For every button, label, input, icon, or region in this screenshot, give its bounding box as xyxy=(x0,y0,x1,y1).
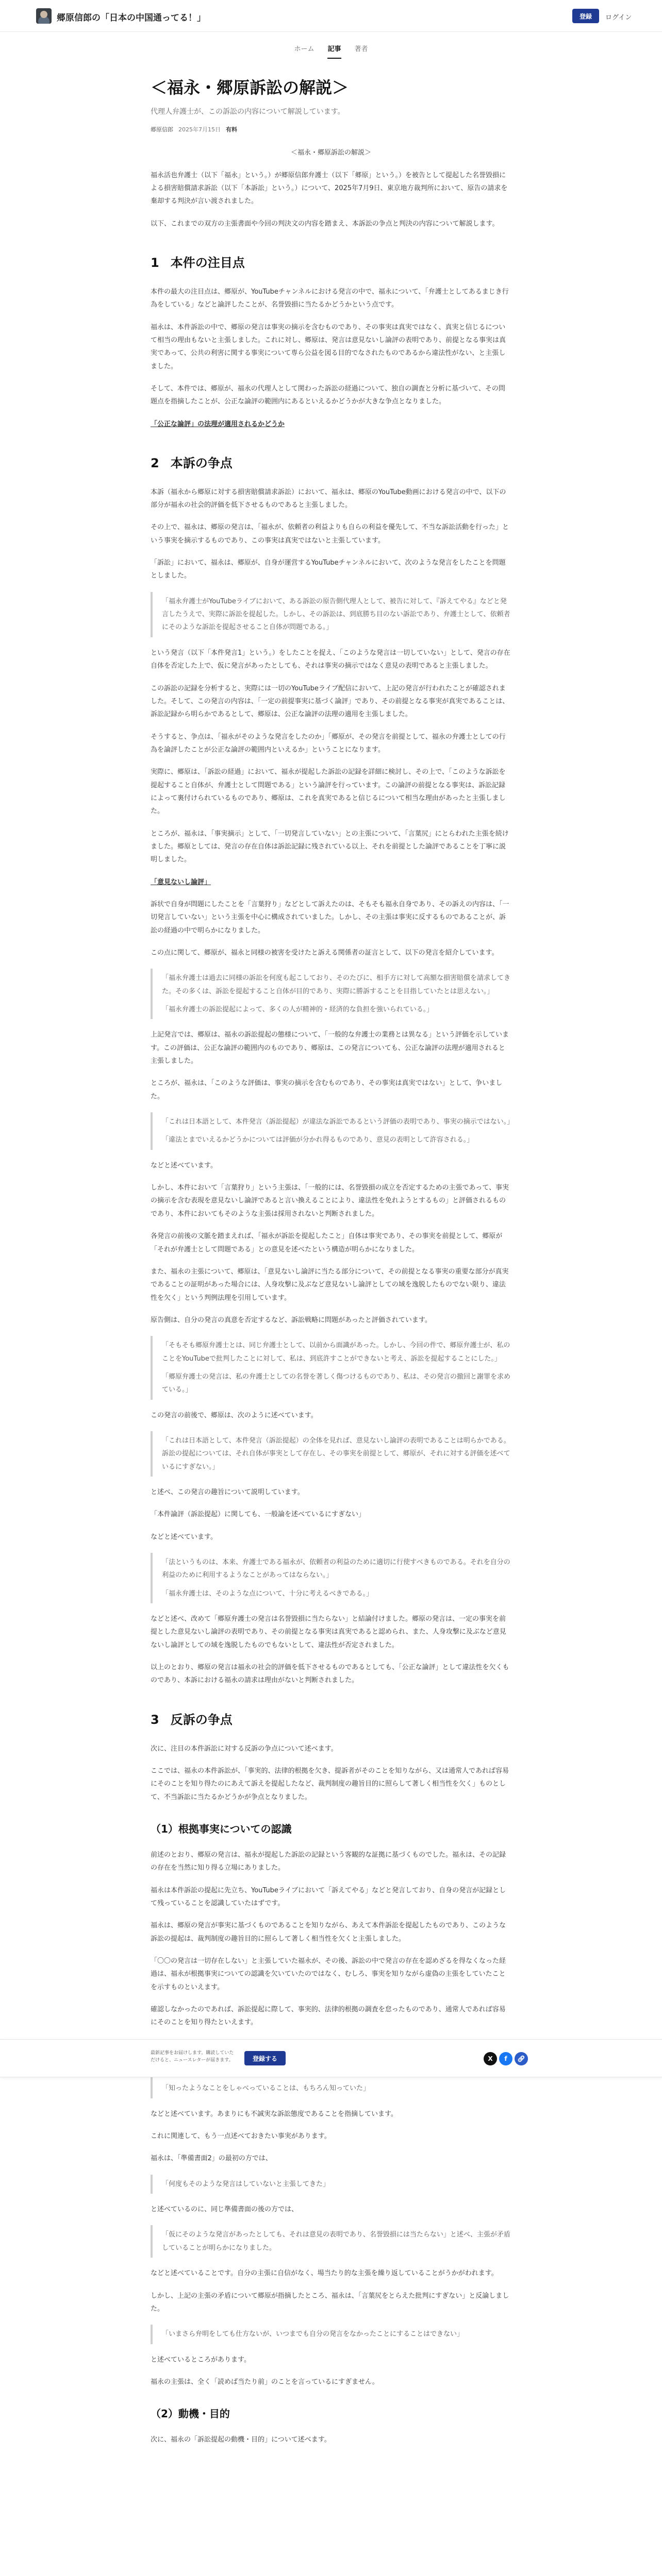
section-number: 2 xyxy=(151,455,159,470)
quote-text: 「そもそも郷原弁護士とは、同じ弁護士として、以前から面識があった。しかし、今回の件で、郷原弁護士が、私のことをYouTubeで批判したことに対して、私は、到底許すことができないと考え、訴訟を提起することにした。」 xyxy=(162,1342,510,1363)
paragraph: 福永の主張は、全く「読めば当たり前」のことを言っているにすぎません。 xyxy=(151,2378,379,2386)
section-title: 本訴の争点 xyxy=(170,455,233,470)
paragraph: 本件の最大の注目点は、郷原が、YouTubeチャンネルにおける発言の中で、福永について、「弁護士としてあるまじき行為をしている」などと論評したことが、名誉毀損に当たるかどうかという点です。 xyxy=(151,287,509,309)
paragraph: 原告側は、自分の発言の真意を否定するなど、訴訟戦略に問題があったと評価されています。 xyxy=(151,1316,432,1324)
quote-text: 「福永弁護士がYouTubeライブにおいて、ある訴訟の原告側代理人として、被告に対して、『訴えてやる』などと発言したうえで、実際に訴訟を提起した。しかし、その訴訟は、到底勝ち目のない訴訟であり、弁護士として、依頼者にそのような訴訟を提起させること自体が問題である。」 xyxy=(162,597,510,632)
paragraph: 次に、福永の「訴訟提起の動機・目的」について述べます。 xyxy=(151,2436,331,2444)
quote-text: 「福永弁護士の訴訟提起によって、多くの人が精神的・経済的な負担を強いられている。」 xyxy=(162,1006,434,1014)
paragraph: 福永は、郷原の発言が事実に基づくものであることを知りながら、あえて本件訴訟を提起したものであり、このような訴訟の提起は、裁判制度の趣旨目的に照らして著しく相当性を欠くと主張しました。 xyxy=(151,1922,506,1943)
link-icon[interactable]: 🔗︎ xyxy=(515,2052,528,2065)
paragraph: などと述べ、改めて「郷原弁護士の発言は名誉毀損に当たらない」と結論付けました。郷原の発言は、一定の事実を前提とした意見ないし論評の表明であり、その前提となる事実は真実であると認められ、また、人身攻撃に及ぶなど意見ないし論評としての域を逸脱したものでもないとして、違法性が否定されました。 xyxy=(151,1615,506,1649)
section-number: 3 xyxy=(151,1712,159,1727)
paragraph: 前述のとおり、郷原の発言は、福永が提起した訴訟の記録という客観的な証拠に基づくものでした。福永は、その記録の存在を当然に知り得る立場にありました。 xyxy=(151,1851,506,1872)
facebook-icon[interactable]: f xyxy=(499,2052,512,2065)
login-link[interactable]: ログイン xyxy=(605,14,632,22)
section-title: 反訴の争点 xyxy=(170,1712,233,1727)
author-name[interactable]: 郷原信郎 xyxy=(151,126,173,133)
paragraph: などと述べていることです。自分の主張に自信がなく、場当たり的な主張を繰り返していることがうかがわれます。 xyxy=(151,2269,498,2278)
quote-text: 「法というものは、本来、弁護士である福永が、依頼者の利益のために適切に行使すべきものである。それを自分の利益のために利用するようなことがあってはならない。」 xyxy=(162,1558,510,1580)
paragraph: 福永は、本件訴訟の中で、郷原の発言は事実の摘示を含むものであり、その事実は真実ではなく、真実と信じるについて相当の理由もないと主張しました。これに対し、郷原は、発言は意見ないし論評の表明であり、前提となる事実は真実であって、公共の利害に関する事実について専ら公益を図る目的でなされたものであるから違法性がない、と主張しました。 xyxy=(151,323,506,370)
intro-paragraph: 以下、これまでの双方の主張書面や今回の判決文の内容を踏まえ、本訴訟の争点と判決の内容について解説します。 xyxy=(151,219,499,228)
paragraph: 福永は、「準備書面2」の最初の方では、 xyxy=(151,2155,272,2163)
article-subtitle: 代理人弁護士が、この訴訟の内容について解説しています。 xyxy=(151,107,345,116)
paragraph: そうすると、争点は、「福永がそのような発言をしたのか」「郷原が、その発言を前提として、福永の弁護士としての行為を論評したことが公正な論評の範囲内といえるか」ということになります。 xyxy=(151,733,506,754)
paragraph: 「本件論評（訴訟提起）に関しても、一般論を述べているにすぎない」 xyxy=(151,1511,366,1519)
paragraph: ところが、福永は、「このような評価は、事実の摘示を含むものであり、その事実は真実ではない」として、争いました。 xyxy=(151,1079,503,1100)
paragraph: この訴訟の記録を分析すると、実際には一切のYouTubeライブ配信において、上記の発言が行われたことが確認されました。そして、この発言の内容は、「一定の前提事実に基づく論評」であり、その前提となる事実が真実であることは、訴訟記録から明らかであるとして、郷原は、公正な論評の法理の適用を主張しました。 xyxy=(151,684,509,719)
paragraph: そして、本件では、郷原が、福永の代理人として関わった訴訟の経過について、独自の調査と分析に基づいて、その問題点を指摘したことが、公正な論評の範囲内にあるといえるかどうかが大きな争点となりました。 xyxy=(151,384,505,406)
quote-block xyxy=(151,969,511,1019)
paragraph: 実際に、郷原は、「訴訟の経過」において、福永が提起した訴訟の記録を詳細に検討し、その上で、「このような訴訟を提起すること自体が、弁護士として問題である」という論評を行っています。この論評の前提となる事実は、訴訟記録によって裏付けられているものであり、郷原は、これを真実であると信じるについて相当な理由があったと主張しました。 xyxy=(151,768,506,816)
subscribe-button[interactable]: 登録 xyxy=(572,9,599,23)
paragraph: 確認しなかったのであれば、訴訟提起に際して、事実的、法律的根拠の調査を怠ったものであり、通常人であれば容易にそのことを知り得たといえます。 xyxy=(151,2006,506,2027)
tab-home[interactable]: ホーム xyxy=(294,45,315,53)
tab-author[interactable]: 著者 xyxy=(354,45,368,53)
paragraph: 次に、注目の本件訴訟に対する反訴の争点について述べます。 xyxy=(151,1744,338,1753)
paragraph: ここでは、福永の本件訴訟が、「事実的、法律的根拠を欠き、提訴者がそのことを知りながら、又は通常人であれば容易にそのことを知り得たのにあえて訴えを提起したなど、裁判制度の趣旨目的に照らして著しく相当性を欠く」ものとして、不当訴訟に当たるかどうかが争点となりました。 xyxy=(151,1767,509,1801)
subsection-heading: （1）根拠事実についての認識 xyxy=(151,1822,292,1835)
paragraph: しかし、本件において「言葉狩り」という主張は、「一般的には、名誉毀損の成立を否定するための主張であって、事実の摘示を含む表現を意見ないし論評であると言い換えることにより、違法性を免れようとするもの」と評価されるものであり、本件においてもそのような主張は採用されないと判断されました。 xyxy=(151,1184,509,1218)
quote-block xyxy=(151,1336,511,1399)
register-button[interactable]: 登録する xyxy=(244,2051,286,2065)
paragraph: 以上のとおり、郷原の発言は福永の社会的評価を低下させるものであるとしても、「公正な論評」として違法性を欠くものであり、本訴における福永の請求は理由がないと判断されました。 xyxy=(151,1664,509,1685)
paragraph: この点に関して、郷原が、福永と同様の被害を受けたと訴える関係者の証言として、以下の発言を紹介しています。 xyxy=(151,949,499,957)
site-header xyxy=(0,0,662,32)
paragraph: などと述べています。 xyxy=(151,1161,217,1170)
quote-block xyxy=(151,2325,511,2344)
tab-articles[interactable]: 記事 xyxy=(327,43,341,59)
quote-text: 「福永弁護士は過去に同様の訴訟を何度も起こしており、そのたびに、相手方に対して高額な損害賠償を請求してきた。その多くは、訴訟を提起すること自体が目的であり、実際に勝訴することを目指していたとは思えない。」 xyxy=(162,974,511,995)
emphasis-text: 「公正な論評」の法理が適用されるかどうか xyxy=(151,420,285,428)
quote-text: 「違法とまでいえるかどうかについては評価が分かれ得るものであり、意見の表明として許容される。」 xyxy=(162,1136,474,1144)
quote-block xyxy=(151,2225,511,2258)
quote-block xyxy=(151,1431,511,1477)
quote-text: 「知ったようなことをしゃべっていることは、もちろん知っていた」 xyxy=(162,2084,370,2093)
paragraph: などと述べています。 xyxy=(151,1533,217,1541)
section-title: 本件の注目点 xyxy=(170,256,245,270)
paragraph: という発言（以下「本件発言1」という。）をしたことを捉え、「このような発言は一切していない」として、発言の存在自体を否定した上で、仮に発言があったとしても、それは事実の摘示ではなく意見の表明であると主張しました。 xyxy=(151,649,510,670)
quote-text: 「仮にそのような発言があったとしても、それは意見の表明であり、名誉毀損には当たらない」と述べ、主張が矛盾していることが明らかになりました。 xyxy=(162,2231,510,2252)
paragraph: 「〇〇の発言は一切存在しない」と主張していた福永が、その後、訴訟の中で発言の存在を認めざるを得なくなった経過は、福永が根拠事実についての認識を欠いていたのではなく、むしろ、事実を知りながら虚偽の主張をしていたことを示すものといえます。 xyxy=(151,1957,506,1991)
quote-text: 「これは日本語として、本件発言（訴訟提起）の全体を見れば、意見ないし論評の表明であることは明らかである。訴訟の提起については、それ自体が事実として存在し、その事実を前提として、郷原が、それに対する評価を述べているにすぎない。」 xyxy=(162,1436,510,1471)
quote-text: 「何度もそのような発言はしていないと主張してきた」 xyxy=(162,2180,330,2188)
paragraph: また、福永の主張について、郷原は、「意見ないし論評に当たる部分について、その前提となる事実の重要な部分が真実であることの証明があった場合には、人身攻撃に及ぶなど意見ないし論評としての域を逸脱したものでない限り、違法性を欠く」という判例法理を引用しています。 xyxy=(151,1267,509,1302)
paragraph: この発言の前後で、郷原は、次のように述べています。 xyxy=(151,1411,318,1419)
paragraph: これに関連して、もう一点述べておきたい事実があります。 xyxy=(151,2132,331,2141)
quote-text: 「福永弁護士は、そのような点について、十分に考えるべきである。」 xyxy=(162,1589,373,1598)
paid-badge: 有料 xyxy=(226,126,237,133)
emphasis-text: 「意見ないし論評」 xyxy=(151,878,211,886)
subscribe-promo-text: 最新記事をお届けします。購読していただけると、ニュースレターが届きます。 xyxy=(151,2050,234,2063)
quote-block xyxy=(151,2175,511,2194)
paragraph: 本訴（福永から郷原に対する損害賠償請求訴訟）において、福永は、郷原のYouTube動画における発言の中で、以下の部分が福永の社会的評価を低下させるものであると主張しました。 xyxy=(151,488,506,510)
quote-text: 「いまさら弁明をしても仕方ないが、いつまでも自分の発言をなかったことにすることはできない」 xyxy=(162,2330,464,2338)
paragraph: 福永は本件訴訟の提起に先立ち、YouTubeライブにおいて「訴えてやる」などと発言しており、自身の発言が記録として残っていることを認識していたはずです。 xyxy=(151,1886,506,1907)
subsection-heading: （2）動機・目的 xyxy=(151,2408,230,2420)
section-number: 1 xyxy=(151,256,159,270)
paragraph: 「訴訟」において、福永は、郷原が、自身が運営するYouTubeチャンネルにおいて、次のような発言をしたことを問題としました。 xyxy=(151,559,506,580)
paragraph: 訴状で自身が問題にしたことを「言葉狩り」などとして訴えたのは、そもそも福永自身であり、その訴えの内容は、「一切発言していない」という主張を中心に構成されていました。しかし、その主張は事実に反するものであることが、訴訟の経過の中で明らかになりました。 xyxy=(151,900,509,935)
paragraph: 各発言の前後の文脈を踏まえれば、「福永が訴訟を提起したこと」自体は事実であり、その事実を前提として、郷原が「それが弁護士として問題である」との意見を述べたという構造が明らかになりました。 xyxy=(151,1232,503,1253)
quote-block xyxy=(151,1112,514,1150)
author-avatar[interactable] xyxy=(36,8,52,24)
section-1-heading xyxy=(151,251,511,275)
quote-block xyxy=(151,592,511,637)
paragraph: と述べているところがあります。 xyxy=(151,2355,251,2364)
x-icon[interactable]: X xyxy=(484,2052,497,2065)
paragraph: などと述べています。あまりにも不誠実な訴訟態度であることを指摘しています。 xyxy=(151,2110,398,2118)
nav-tabs xyxy=(0,43,662,59)
intro-paragraph: 福永活也弁護士（以下「福永」という。）が郷原信郎弁護士（以下「郷原」という。）を被告として提起した名誉毀損による損害賠償請求訴訟（以下「本訴訟」という。）について、2025年7月9日、東京地方裁判所において、原告の請求を棄却する判決が言い渡されました。 xyxy=(151,171,508,206)
paragraph: しかし、上記の主張の矛盾について郷原が指摘したところ、福永は、「言葉尻をとらえた批判にすぎない」と反論しました。 xyxy=(151,2292,509,2313)
quote-block xyxy=(151,1553,511,1603)
section-3-heading xyxy=(151,1708,511,1732)
share-bar xyxy=(0,2039,662,2077)
section-heading-center: ＜福永・郷原訴訟の解説＞ xyxy=(290,149,371,157)
paragraph: ところが、福永は、「事実摘示」として、「一切発言していない」との主張について、「言葉尻」にとらわれた主張を続けました。郷原としては、発言の存在自体は訴訟記録に残されている以上、それを前提とした論評であることを丁寧に説明しました。 xyxy=(151,829,509,864)
site-title[interactable]: 郷原信郎の「日本の中国通ってる！」 xyxy=(57,13,206,23)
quote-text: 「郷原弁護士の発言は、私の弁護士としての名誉を著しく傷つけるものであり、私は、その発言の撤回と謝罪を求めている。」 xyxy=(162,1372,511,1394)
paragraph: その上で、福永は、郷原の発言は、「福永が、依頼者の利益よりも自らの利益を優先して、不当な訴訟活動を行った」という事実を摘示するものであり、この事実は真実ではないと主張しています。 xyxy=(151,523,509,545)
paragraph: と述べているのに、同じ準備書面の後の方では、 xyxy=(151,2206,299,2214)
quote-text: 「これは日本語として、本件発言（訴訟提起）が違法な訴訟であるという評価の表明であり、事実の摘示ではない。」 xyxy=(162,1118,514,1126)
article-meta xyxy=(151,124,511,135)
section-2-heading xyxy=(151,451,511,476)
publish-date: 2025年7月15日 xyxy=(178,126,221,133)
paragraph: と述べ、この発言の趣旨について説明しています。 xyxy=(151,1488,304,1496)
paragraph: 上記発言では、郷原は、福永の訴訟提起の態様について、「一般的な弁護士の業務とは異なる」という評価を示しています。この評価は、公正な論評の範囲内のものであり、郷原は、この発言についても、公正な論評の法理が適用されると主張しました。 xyxy=(151,1031,509,1065)
article-title: ＜福永・郷原訴訟の解説＞ xyxy=(151,78,349,97)
article xyxy=(151,77,514,2456)
